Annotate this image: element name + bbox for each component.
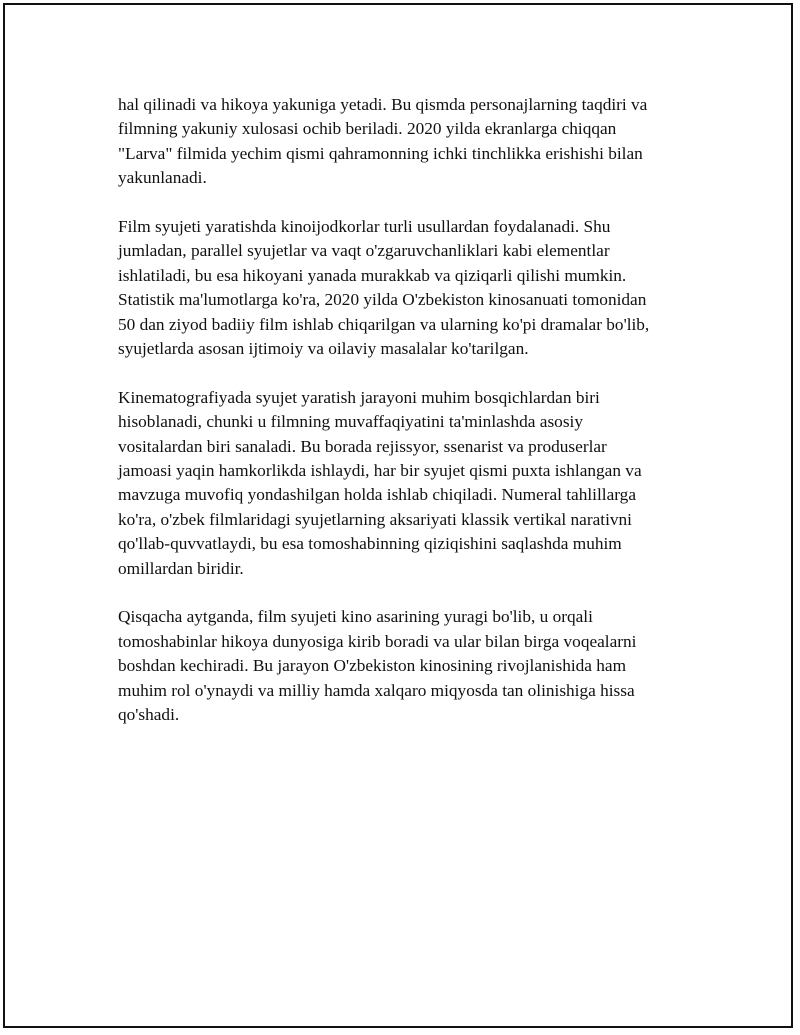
text-line: qo'shadi. <box>118 705 180 725</box>
document-body <box>118 93 698 752</box>
text-line: vositalardan biri sanaladi. Bu borada rejissyor, ssenarist va produserlar <box>118 436 607 456</box>
text-line: filmning yakuniy xulosasi ochib beriladi. 2020 yilda ekranlarga chiqqan <box>118 119 617 139</box>
text-line: Statistik ma'lumotlarga ko'ra, 2020 yilda O'zbekiston kinosanuati tomonidan <box>118 290 647 310</box>
paragraph-4 <box>118 605 698 727</box>
text-line: ishlatiladi, bu esa hikoyani yanada murakkab va qiziqarli qilishi mumkin. <box>118 265 627 285</box>
text-line: muhim rol o'ynaydi va milliy hamda xalqaro miqyosda tan olinishiga hissa <box>118 680 635 700</box>
text-line: yakunlanadi. <box>118 168 207 188</box>
text-line: hisoblanadi, chunki u filmning muvaffaqiyatini ta'minlashda asosiy <box>118 412 583 432</box>
paragraph-3 <box>118 386 698 581</box>
text-line: jamoasi yaqin hamkorlikda ishlaydi, har bir syujet qismi puxta ishlangan va <box>118 461 642 481</box>
paragraph-1 <box>118 93 698 191</box>
text-line: omillardan biridir. <box>118 558 244 578</box>
text-line: qo'llab-quvvatlaydi, bu esa tomoshabinning qiziqishini saqlashda muhim <box>118 534 622 554</box>
text-line: 50 dan ziyod badiiy film ishlab chiqarilgan va ularning ko'pi dramalar bo'lib, <box>118 314 650 334</box>
text-line: "Larva" filmida yechim qismi qahramonning ichki tinchlikka erishishi bilan <box>118 143 643 163</box>
text-line: mavzuga muvofiq yondashilgan holda ishlab chiqiladi. Numeral tahlillarga <box>118 485 636 505</box>
text-line: Qisqacha aytganda, film syujeti kino asarining yuragi bo'lib, u orqali <box>118 607 593 627</box>
text-line: tomoshabinlar hikoya dunyosiga kirib boradi va ular bilan birga voqealarni <box>118 631 637 651</box>
text-line: syujetlarda asosan ijtimoiy va oilaviy masalalar ko'tarilgan. <box>118 339 529 359</box>
text-line: ko'ra, o'zbek filmlaridagi syujetlarning aksariyati klassik vertikal narativni <box>118 509 632 529</box>
text-line: hal qilinadi va hikoya yakuniga yetadi. Bu qismda personajlarning taqdiri va <box>118 95 648 114</box>
paragraph-2 <box>118 215 698 361</box>
text-line: jumladan, parallel syujetlar va vaqt o'zgaruvchanliklari kabi elementlar <box>118 241 610 261</box>
text-line: Kinematografiyada syujet yaratish jarayoni muhim bosqichlardan biri <box>118 387 600 407</box>
text-line: Film syujeti yaratishda kinoijodkorlar turli usullardan foydalanadi. Shu <box>118 217 611 237</box>
text-line: boshdan kechiradi. Bu jarayon O'zbekiston kinosining rivojlanishida ham <box>118 656 627 676</box>
